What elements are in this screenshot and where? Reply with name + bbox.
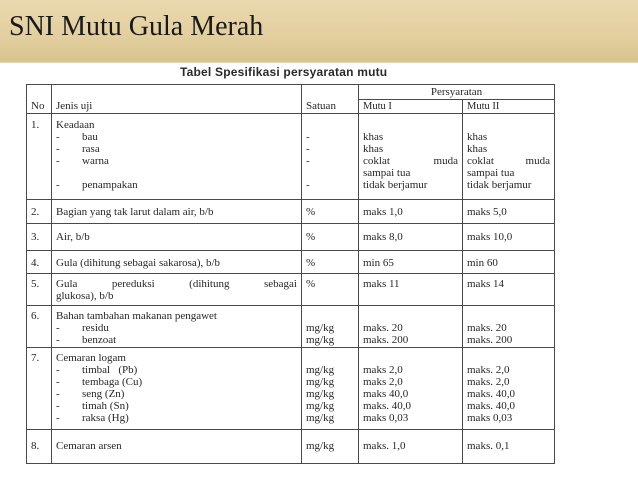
row-no: 6. bbox=[27, 306, 52, 348]
row-jenis-uji: Bagian yang tak larut dalam air, b/b bbox=[52, 200, 302, 224]
row-jenis-title: Keadaan bbox=[56, 119, 95, 131]
row-mutu-2: min 60 bbox=[463, 251, 555, 274]
row-mutu-1: maks. 1,0 bbox=[359, 430, 463, 464]
table-row bbox=[27, 274, 555, 306]
slide-title: SNI Mutu Gula Merah bbox=[9, 11, 264, 42]
row-mutu-2: maks. 2,0 maks. 2,0 maks. 40,0 maks. 40,0 maks 0,03 bbox=[463, 348, 555, 430]
row-jenis-uji: Cemaran arsen bbox=[52, 430, 302, 464]
list-item: - residu bbox=[56, 322, 109, 334]
header-mutu-1: Mutu I bbox=[359, 100, 463, 114]
row-mutu-2: khas khas coklat muda sampai tua tidak berjamur bbox=[463, 114, 555, 200]
row-jenis-uji: Gula pereduksi (dihitung sebagai glukosa), b/b bbox=[52, 274, 302, 306]
row-no: 7. bbox=[27, 348, 52, 430]
row-satuan: % bbox=[302, 200, 359, 224]
spec-table bbox=[26, 84, 555, 464]
list-item: - bau bbox=[56, 131, 98, 143]
list-item: - warna bbox=[56, 155, 109, 167]
row-satuan: mg/kg mg/kg bbox=[302, 306, 359, 348]
row-jenis-uji: Gula (dihitung sebagai sakarosa), b/b bbox=[52, 251, 302, 274]
row-satuan: % bbox=[302, 274, 359, 306]
row-mutu-2: maks 5,0 bbox=[463, 200, 555, 224]
row-jenis-uji: Cemaran logam - timbal (Pb) - tembaga (Cu) - seng (Zn) - timah (Sn) - raksa (Hg) bbox=[52, 348, 302, 430]
row-mutu-2: maks. 20 maks. 200 bbox=[463, 306, 555, 348]
list-item: - timah (Sn) bbox=[56, 400, 129, 412]
table-row bbox=[27, 200, 555, 224]
table-row bbox=[27, 224, 555, 251]
row-mutu-1: maks 2,0 maks 2,0 maks 40,0 maks. 40,0 maks 0,03 bbox=[359, 348, 463, 430]
list-item: - raksa (Hg) bbox=[56, 412, 129, 424]
row-mutu-1: min 65 bbox=[359, 251, 463, 274]
list-item: - tembaga (Cu) bbox=[56, 376, 143, 388]
table-row bbox=[27, 114, 555, 200]
row-no: 4. bbox=[27, 251, 52, 274]
list-item: - benzoat bbox=[56, 334, 117, 346]
row-no: 5. bbox=[27, 274, 52, 306]
list-item: - timbal (Pb) bbox=[56, 364, 138, 376]
table-header-row bbox=[27, 85, 555, 100]
header-mutu-2: Mutu II bbox=[463, 100, 555, 114]
table-row bbox=[27, 306, 555, 348]
table-row bbox=[27, 430, 555, 464]
slide-title-bar bbox=[0, 0, 638, 62]
row-satuan: % bbox=[302, 224, 359, 251]
list-item: - penampakan bbox=[56, 179, 138, 191]
row-jenis-uji: Air, b/b bbox=[52, 224, 302, 251]
row-jenis-uji: Bahan tambahan makanan pengawet - residu - benzoat bbox=[52, 306, 302, 348]
row-mutu-2: maks 10,0 bbox=[463, 224, 555, 251]
header-satuan: Satuan bbox=[302, 85, 359, 114]
row-satuan: mg/kg bbox=[302, 430, 359, 464]
table-row bbox=[27, 348, 555, 430]
row-jenis-uji bbox=[52, 114, 302, 200]
row-mutu-2: maks 14 bbox=[463, 274, 555, 306]
row-mutu-1: maks. 20 maks. 200 bbox=[359, 306, 463, 348]
header-persyaratan: Persyaratan bbox=[359, 85, 555, 100]
list-item: - rasa bbox=[56, 143, 100, 155]
row-no: 8. bbox=[27, 430, 52, 464]
row-no: 2. bbox=[27, 200, 52, 224]
row-satuan: - - - - bbox=[302, 114, 359, 200]
row-mutu-1: maks 11 bbox=[359, 274, 463, 306]
row-mutu-1: khas khas coklat muda sampai tua tidak berjamur bbox=[359, 114, 463, 200]
row-no: 3. bbox=[27, 224, 52, 251]
row-mutu-1: maks 8,0 bbox=[359, 224, 463, 251]
list-item: - seng (Zn) bbox=[56, 388, 125, 400]
row-satuan: mg/kg mg/kg mg/kg mg/kg mg/kg bbox=[302, 348, 359, 430]
row-mutu-1: maks 1,0 bbox=[359, 200, 463, 224]
row-satuan: % bbox=[302, 251, 359, 274]
header-no: No bbox=[27, 85, 52, 114]
header-jenis-uji: Jenis uji bbox=[52, 85, 302, 114]
row-mutu-2: maks. 0,1 bbox=[463, 430, 555, 464]
row-no: 1. bbox=[27, 114, 52, 200]
table-title: Tabel Spesifikasi persyaratan mutu bbox=[180, 65, 388, 79]
table-row bbox=[27, 251, 555, 274]
